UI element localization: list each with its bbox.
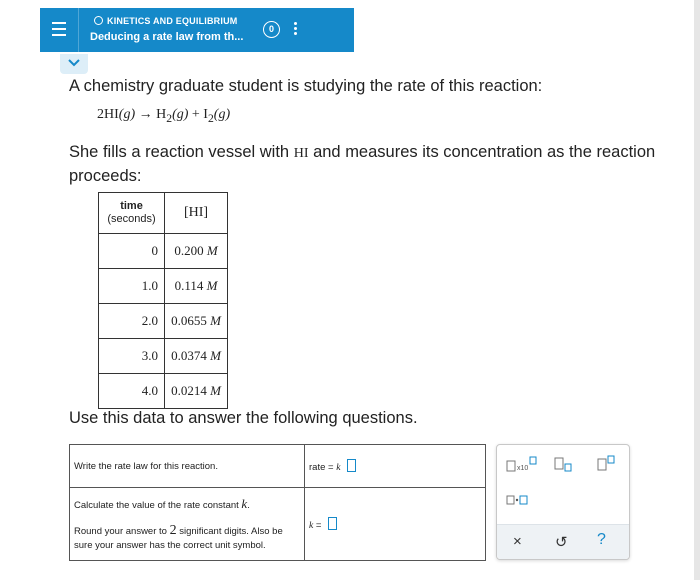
- concentration-cell: [165, 234, 228, 269]
- reactant-hi: 2HI: [97, 107, 119, 122]
- question-row: [70, 445, 486, 488]
- reaction-equation: [97, 107, 230, 125]
- question-1: Write the rate law for this reaction.: [70, 445, 305, 488]
- more-options-icon[interactable]: [294, 22, 298, 37]
- problem-paragraph: [69, 141, 679, 187]
- clear-icon[interactable]: ×: [513, 533, 522, 550]
- subscript-icon[interactable]: [554, 456, 572, 472]
- rate-constant-symbol: k: [336, 463, 341, 473]
- concentration-unit: M: [210, 348, 221, 363]
- table-row: [99, 234, 228, 269]
- question-2: [70, 488, 305, 561]
- progress-indicator[interactable]: 0: [263, 21, 280, 38]
- reaction-arrow: →: [138, 107, 153, 122]
- concentration-value: 0.0655: [171, 313, 207, 328]
- concentration-unit: M: [206, 243, 218, 258]
- round-instruction-2: significant digits. Also be sure your answer has the correct unit symbol.: [74, 525, 283, 551]
- product-i2: I: [203, 107, 208, 122]
- superscript-icon[interactable]: [597, 455, 615, 471]
- paragraph-species: HI: [293, 146, 309, 161]
- concentration-cell: [165, 374, 228, 409]
- x10-label: x10: [517, 465, 529, 472]
- product-h2-state: (g): [172, 107, 189, 122]
- topic-text: KINETICS AND EQUILIBRIUM: [107, 16, 238, 26]
- plus-sign: +: [191, 107, 200, 122]
- concentration-value: 0.0374: [171, 348, 207, 363]
- product-i2-state: (g): [213, 107, 231, 122]
- concentration-cell: [165, 304, 228, 339]
- rate-constant-symbol: k: [309, 521, 314, 531]
- problem-intro: A chemistry graduate student is studying the rate of this reaction:: [69, 77, 543, 95]
- page-title: Deducing a rate law from th...: [90, 31, 244, 43]
- product-h2: H: [156, 107, 167, 122]
- undo-icon[interactable]: ↺: [555, 534, 568, 551]
- table-row: [99, 339, 228, 374]
- concentration-unit: M: [206, 278, 218, 293]
- equals-sign: =: [328, 462, 334, 473]
- concentration-data-table: [98, 192, 228, 409]
- help-icon[interactable]: ?: [597, 531, 606, 548]
- scientific-notation-icon[interactable]: [506, 456, 538, 472]
- concentration-unit: M: [210, 383, 221, 398]
- time-header-unit: (seconds): [107, 213, 156, 225]
- concentration-unit: M: [210, 313, 221, 328]
- instruction-text: Use this data to answer the following questions.: [69, 409, 418, 427]
- rate-law-answer-cell: [305, 445, 486, 488]
- rate-constant-input[interactable]: [328, 517, 337, 530]
- product-i2-subscript: 2: [207, 111, 214, 125]
- menu-icon[interactable]: [52, 22, 66, 36]
- rate-law-input[interactable]: [347, 459, 356, 472]
- topic-dot-icon: [94, 16, 103, 25]
- time-column-header: [99, 193, 165, 234]
- rate-constant-answer-cell: [305, 488, 486, 561]
- question-row: [70, 488, 486, 561]
- header-divider: [78, 8, 79, 52]
- collapse-toggle-button[interactable]: [60, 54, 88, 74]
- concentration-value: 0.114: [174, 278, 204, 293]
- palette-action-bar: [497, 524, 629, 559]
- question-answer-table: [69, 444, 486, 561]
- table-row: [99, 374, 228, 409]
- time-cell: 1.0: [99, 269, 165, 304]
- time-cell: 3.0: [99, 339, 165, 374]
- time-header-label: time: [120, 200, 143, 212]
- chevron-down-icon: [68, 59, 80, 67]
- question-2-text: Calculate the value of the rate constant: [74, 499, 239, 511]
- table-header-row: [99, 193, 228, 234]
- rate-label: rate: [309, 462, 326, 473]
- concentration-value: 0.0214: [171, 383, 207, 398]
- question-2-period: .: [247, 499, 250, 511]
- sig-figs-number: 2: [169, 522, 177, 538]
- reactant-state: (g): [118, 107, 136, 122]
- paragraph-part-1: She fills a reaction vessel with: [69, 143, 290, 161]
- product-h2-subscript: 2: [166, 111, 173, 125]
- equals-sign: =: [315, 520, 322, 531]
- concentration-column-header: [HI]: [165, 193, 228, 234]
- math-palette: [496, 444, 630, 560]
- concentration-cell: [165, 269, 228, 304]
- topic-label: [94, 16, 237, 26]
- round-instruction-1: Round your answer to: [74, 525, 167, 537]
- time-cell: 0: [99, 234, 165, 269]
- concentration-cell: [165, 339, 228, 374]
- time-cell: 2.0: [99, 304, 165, 339]
- page-scrollbar[interactable]: [694, 0, 700, 580]
- question-2-k: k: [241, 495, 248, 511]
- table-row: [99, 304, 228, 339]
- assignment-header: [40, 8, 354, 52]
- concentration-value: 0.200: [174, 243, 204, 258]
- table-row: [99, 269, 228, 304]
- paragraph-part-2: and measures its concentration as the reaction proceeds:: [69, 143, 656, 185]
- time-cell: 4.0: [99, 374, 165, 409]
- multiplication-dot-icon[interactable]: [506, 495, 528, 505]
